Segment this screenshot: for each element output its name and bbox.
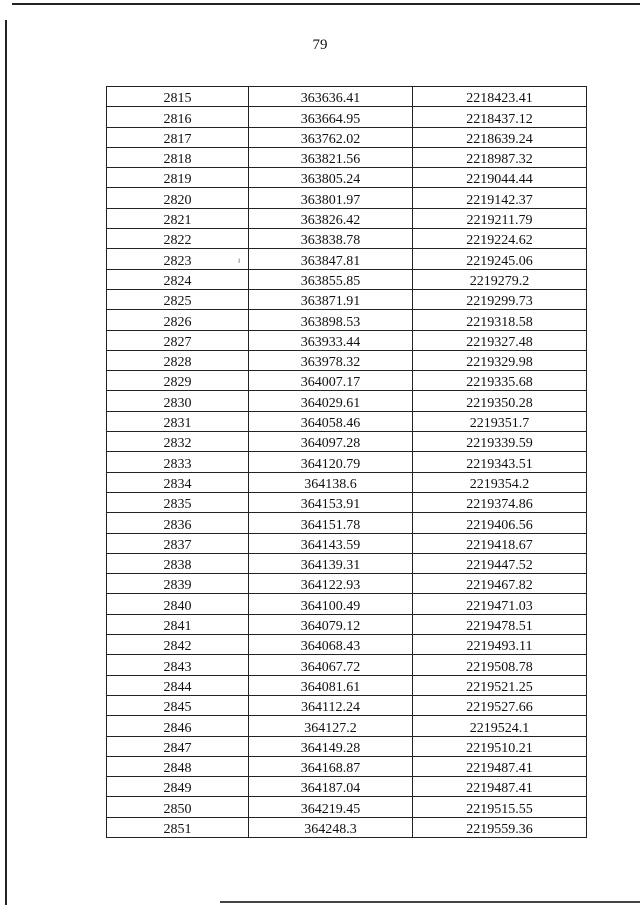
y-coordinate-cell: 2219467.82 xyxy=(413,574,587,594)
x-coordinate-cell: 364079.12 xyxy=(249,614,413,634)
table-row xyxy=(107,188,587,208)
x-coordinate-cell: 363855.85 xyxy=(249,269,413,289)
y-coordinate-cell: 2219487.41 xyxy=(413,756,587,776)
point-number-cell: 2820 xyxy=(107,188,249,208)
point-number-cell: 2846 xyxy=(107,716,249,736)
table-row xyxy=(107,371,587,391)
point-number-cell: 2835 xyxy=(107,492,249,512)
x-coordinate-cell: 364097.28 xyxy=(249,432,413,452)
point-number-cell: 2815 xyxy=(107,87,249,107)
point-number-cell: 2816 xyxy=(107,107,249,127)
y-coordinate-cell: 2219354.2 xyxy=(413,472,587,492)
table-row xyxy=(107,797,587,817)
table-row xyxy=(107,411,587,431)
table-row xyxy=(107,736,587,756)
x-coordinate-cell: 364153.91 xyxy=(249,492,413,512)
scan-edge-bottom xyxy=(220,901,640,903)
x-coordinate-cell: 364248.3 xyxy=(249,817,413,837)
point-number-cell: 2824 xyxy=(107,269,249,289)
point-number-cell: 2843 xyxy=(107,655,249,675)
x-coordinate-cell: 364138.6 xyxy=(249,472,413,492)
x-coordinate-cell: 364143.59 xyxy=(249,533,413,553)
table-row xyxy=(107,695,587,715)
point-number-cell: 2844 xyxy=(107,675,249,695)
y-coordinate-cell: 2219318.58 xyxy=(413,310,587,330)
table-row xyxy=(107,614,587,634)
point-number-cell: 2845 xyxy=(107,695,249,715)
point-number-cell: 2821 xyxy=(107,208,249,228)
point-number-cell: 2819 xyxy=(107,168,249,188)
table-row xyxy=(107,147,587,167)
y-coordinate-cell: 2219559.36 xyxy=(413,817,587,837)
x-coordinate-cell: 363898.53 xyxy=(249,310,413,330)
point-number-cell: 2848 xyxy=(107,756,249,776)
scan-edge-left xyxy=(5,20,7,905)
point-number-cell: 2826 xyxy=(107,310,249,330)
x-coordinate-cell: 364139.31 xyxy=(249,553,413,573)
y-coordinate-cell: 2219327.48 xyxy=(413,330,587,350)
y-coordinate-cell: 2219374.86 xyxy=(413,492,587,512)
y-coordinate-cell: 2219447.52 xyxy=(413,553,587,573)
point-number-cell: 2842 xyxy=(107,635,249,655)
y-coordinate-cell: 2219224.62 xyxy=(413,229,587,249)
point-number-cell: 2817 xyxy=(107,127,249,147)
x-coordinate-cell: 364219.45 xyxy=(249,797,413,817)
point-number-cell: 2838 xyxy=(107,553,249,573)
y-coordinate-cell: 2219471.03 xyxy=(413,594,587,614)
table-row xyxy=(107,87,587,107)
y-coordinate-cell: 2219279.2 xyxy=(413,269,587,289)
table-row xyxy=(107,249,587,269)
y-coordinate-cell: 2219515.55 xyxy=(413,797,587,817)
y-coordinate-cell: 2219351.7 xyxy=(413,411,587,431)
y-coordinate-cell: 2219493.11 xyxy=(413,635,587,655)
x-coordinate-cell: 364100.49 xyxy=(249,594,413,614)
table-row xyxy=(107,594,587,614)
x-coordinate-cell: 364120.79 xyxy=(249,452,413,472)
y-coordinate-cell: 2219044.44 xyxy=(413,168,587,188)
x-coordinate-cell: 364067.72 xyxy=(249,655,413,675)
y-coordinate-cell: 2218639.24 xyxy=(413,127,587,147)
table-row xyxy=(107,127,587,147)
coordinates-table-wrapper xyxy=(106,86,586,838)
point-number-cell: 2827 xyxy=(107,330,249,350)
table-row xyxy=(107,574,587,594)
table-row xyxy=(107,553,587,573)
table-row xyxy=(107,168,587,188)
table-row xyxy=(107,472,587,492)
y-coordinate-cell: 2219478.51 xyxy=(413,614,587,634)
x-coordinate-cell: 363978.32 xyxy=(249,350,413,370)
table-row xyxy=(107,817,587,837)
point-number-cell: 2831 xyxy=(107,411,249,431)
x-coordinate-cell: 363933.44 xyxy=(249,330,413,350)
table-row xyxy=(107,229,587,249)
table-row xyxy=(107,330,587,350)
x-coordinate-cell: 364007.17 xyxy=(249,371,413,391)
x-coordinate-cell: 363636.41 xyxy=(249,87,413,107)
x-coordinate-cell: 363838.78 xyxy=(249,229,413,249)
y-coordinate-cell: 2219335.68 xyxy=(413,371,587,391)
x-coordinate-cell: 364029.61 xyxy=(249,391,413,411)
table-row xyxy=(107,310,587,330)
y-coordinate-cell: 2219418.67 xyxy=(413,533,587,553)
x-coordinate-cell: 363664.95 xyxy=(249,107,413,127)
table-row xyxy=(107,756,587,776)
point-number-cell: 2850 xyxy=(107,797,249,817)
table-row xyxy=(107,513,587,533)
y-coordinate-cell: 2219510.21 xyxy=(413,736,587,756)
point-number-cell: 2847 xyxy=(107,736,249,756)
table-row xyxy=(107,289,587,309)
y-coordinate-cell: 2218437.12 xyxy=(413,107,587,127)
coordinates-table-body xyxy=(107,87,587,838)
table-row xyxy=(107,107,587,127)
x-coordinate-cell: 364168.87 xyxy=(249,756,413,776)
point-number-cell: 2836 xyxy=(107,513,249,533)
x-coordinate-cell: 364112.24 xyxy=(249,695,413,715)
x-coordinate-cell: 364081.61 xyxy=(249,675,413,695)
point-number-cell: 2828 xyxy=(107,350,249,370)
point-number-cell: 2830 xyxy=(107,391,249,411)
y-coordinate-cell: 2219343.51 xyxy=(413,452,587,472)
x-coordinate-cell: 363762.02 xyxy=(249,127,413,147)
point-number-cell: 2832 xyxy=(107,432,249,452)
table-row xyxy=(107,350,587,370)
x-coordinate-cell: 363821.56 xyxy=(249,147,413,167)
point-number-cell: 2829 xyxy=(107,371,249,391)
point-number-cell: 2833 xyxy=(107,452,249,472)
x-coordinate-cell: 363826.42 xyxy=(249,208,413,228)
point-number-cell: 2851 xyxy=(107,817,249,837)
point-number-cell: 2840 xyxy=(107,594,249,614)
table-row xyxy=(107,655,587,675)
y-coordinate-cell: 2219142.37 xyxy=(413,188,587,208)
table-row xyxy=(107,533,587,553)
table-row xyxy=(107,208,587,228)
page-number: 79 xyxy=(312,37,328,53)
y-coordinate-cell: 2219339.59 xyxy=(413,432,587,452)
x-coordinate-cell: 364068.43 xyxy=(249,635,413,655)
y-coordinate-cell: 2219211.79 xyxy=(413,208,587,228)
point-number-cell: 2841 xyxy=(107,614,249,634)
y-coordinate-cell: 2219350.28 xyxy=(413,391,587,411)
x-coordinate-cell: 364151.78 xyxy=(249,513,413,533)
point-number-cell: 2849 xyxy=(107,777,249,797)
point-number-cell: 2818 xyxy=(107,147,249,167)
x-coordinate-cell: 364187.04 xyxy=(249,777,413,797)
point-number-cell: 2825 xyxy=(107,289,249,309)
x-coordinate-cell: 364122.93 xyxy=(249,574,413,594)
x-coordinate-cell: 363805.24 xyxy=(249,168,413,188)
table-row xyxy=(107,391,587,411)
table-row xyxy=(107,675,587,695)
y-coordinate-cell: 2218987.32 xyxy=(413,147,587,167)
table-row xyxy=(107,777,587,797)
point-number-cell: 2837 xyxy=(107,533,249,553)
x-coordinate-cell: 363847.81 xyxy=(249,249,413,269)
y-coordinate-cell: 2219329.98 xyxy=(413,350,587,370)
y-coordinate-cell: 2219299.73 xyxy=(413,289,587,309)
y-coordinate-cell: 2218423.41 xyxy=(413,87,587,107)
y-coordinate-cell: 2219521.25 xyxy=(413,675,587,695)
y-coordinate-cell: 2219406.56 xyxy=(413,513,587,533)
x-coordinate-cell: 364149.28 xyxy=(249,736,413,756)
y-coordinate-cell: 2219524.1 xyxy=(413,716,587,736)
scan-artifact-mark: ı xyxy=(238,256,241,265)
y-coordinate-cell: 2219527.66 xyxy=(413,695,587,715)
table-row xyxy=(107,635,587,655)
y-coordinate-cell: 2219245.06 xyxy=(413,249,587,269)
y-coordinate-cell: 2219508.78 xyxy=(413,655,587,675)
scan-edge-top xyxy=(12,3,640,5)
point-number-cell: 2822 xyxy=(107,229,249,249)
y-coordinate-cell: 2219487.41 xyxy=(413,777,587,797)
x-coordinate-cell: 363801.97 xyxy=(249,188,413,208)
x-coordinate-cell: 364127.2 xyxy=(249,716,413,736)
table-row xyxy=(107,452,587,472)
point-number-cell: 2823 xyxy=(107,249,249,269)
point-number-cell: 2834 xyxy=(107,472,249,492)
x-coordinate-cell: 363871.91 xyxy=(249,289,413,309)
point-number-cell: 2839 xyxy=(107,574,249,594)
table-row xyxy=(107,269,587,289)
x-coordinate-cell: 364058.46 xyxy=(249,411,413,431)
table-row xyxy=(107,492,587,512)
table-row xyxy=(107,432,587,452)
table-row xyxy=(107,716,587,736)
coordinates-table xyxy=(106,86,587,838)
